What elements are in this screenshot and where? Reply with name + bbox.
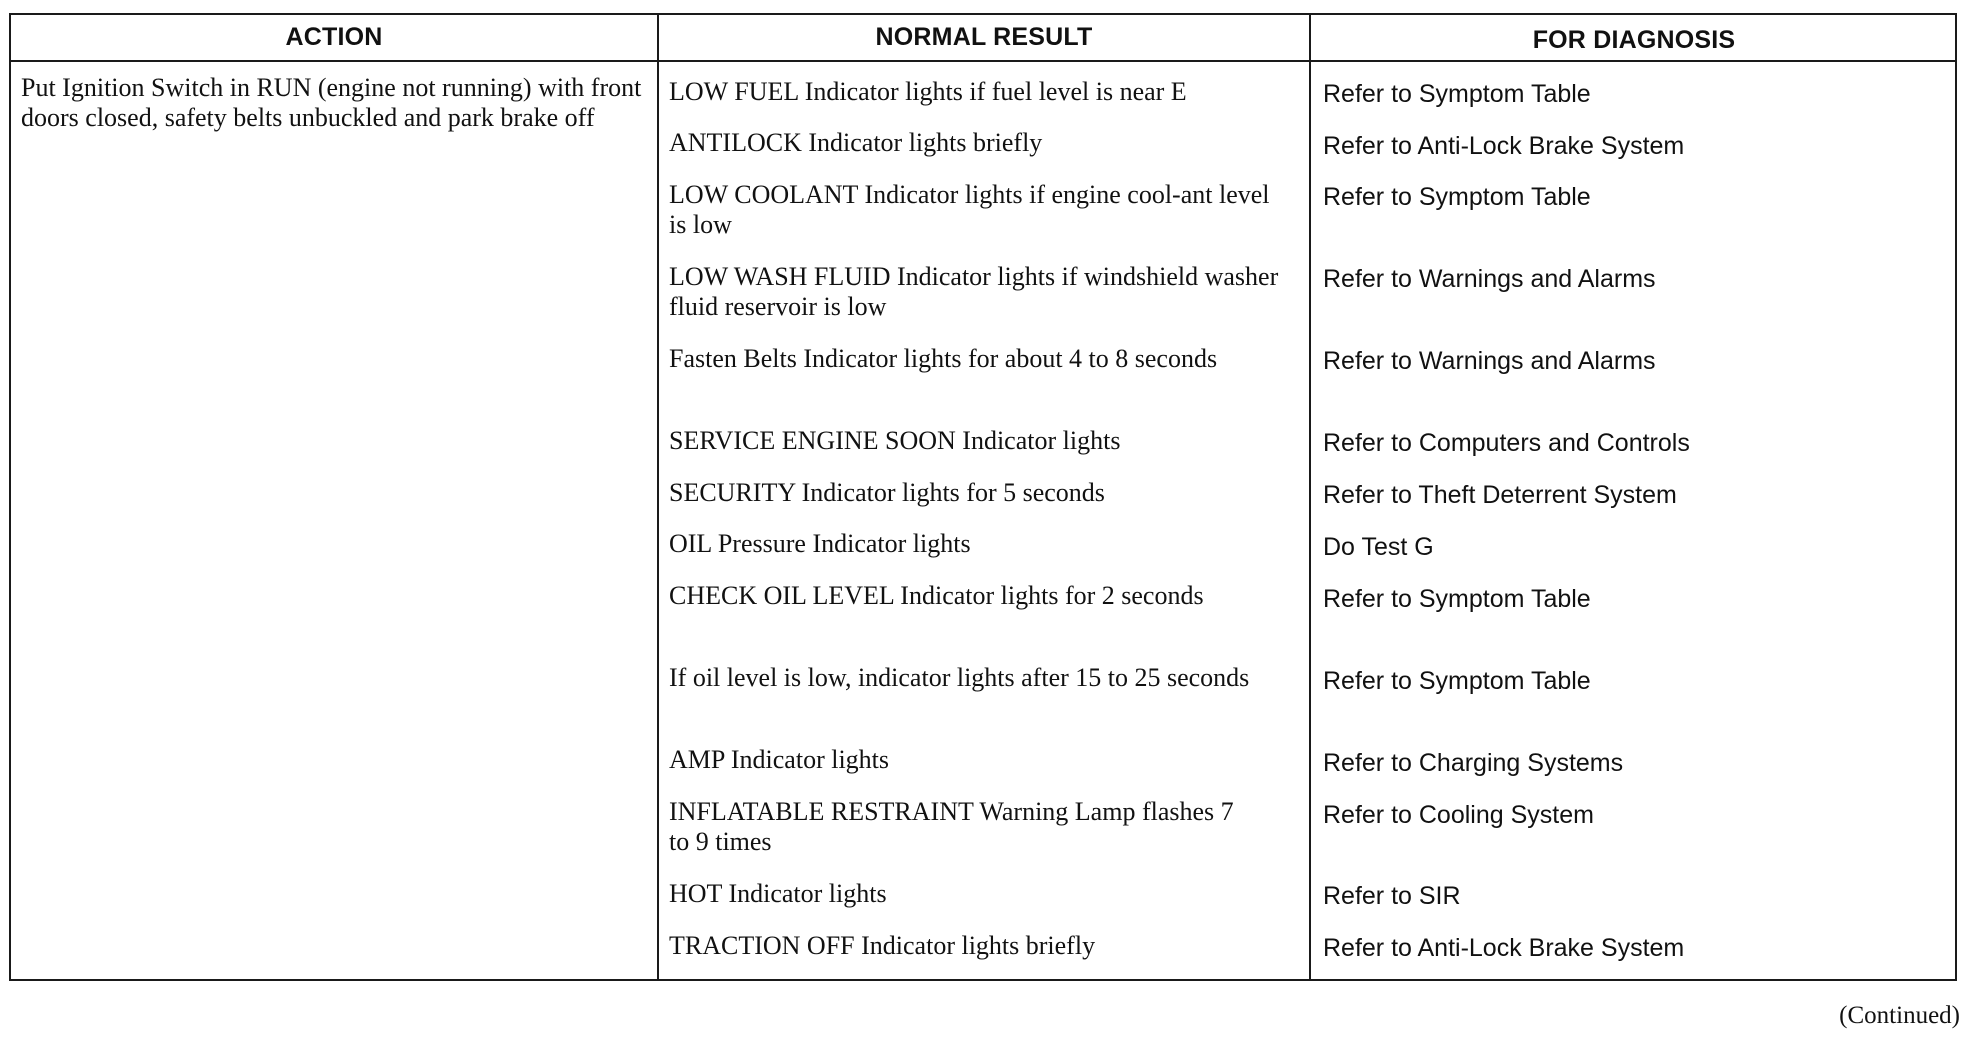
diagnosis-cell: Refer to Cooling System <box>1323 801 1594 829</box>
diagnosis-cell: Refer to Anti-Lock Brake System <box>1323 934 1685 962</box>
diagnosis-cell: Refer to Theft Deterrent System <box>1323 481 1677 509</box>
result-cell: OIL Pressure Indicator lights <box>669 529 971 558</box>
diagnosis-cell: Refer to Symptom Table <box>1323 667 1591 695</box>
header-action: ACTION <box>285 23 383 51</box>
result-cell: LOW COOLANT Indicator lights if engine cool-ant level is low <box>669 180 1270 239</box>
diagnosis-cell: Refer to Symptom Table <box>1323 183 1591 211</box>
diagnosis-cell: Refer to Warnings and Alarms <box>1323 347 1656 375</box>
action-cell-text: Put Ignition Switch in RUN (engine not running) with front doors closed, safety belts unbuckled and park brake off <box>21 73 642 132</box>
table-header-row <box>11 15 1955 62</box>
diagnosis-cell: Refer to Charging Systems <box>1323 749 1624 777</box>
diagnosis-cell: Refer to Symptom Table <box>1323 585 1591 613</box>
diagnosis-table <box>9 13 1957 981</box>
result-cell: Fasten Belts Indicator lights for about 4 to 8 seconds <box>669 344 1218 373</box>
result-cell: HOT Indicator lights <box>669 879 887 908</box>
diagnosis-cell: Refer to Warnings and Alarms <box>1323 265 1656 293</box>
diagnosis-cell: Refer to Anti-Lock Brake System <box>1323 132 1685 160</box>
result-cell: INFLATABLE RESTRAINT Warning Lamp flashes 7 to 9 times <box>669 797 1234 856</box>
result-cell: LOW WASH FLUID Indicator lights if windshield washer fluid reservoir is low <box>669 262 1279 321</box>
result-cell: If oil level is low, indicator lights after 15 to 25 seconds <box>669 663 1250 692</box>
column-divider <box>657 15 659 979</box>
result-cell: LOW FUEL Indicator lights if fuel level is near E <box>669 77 1187 106</box>
result-cell: SECURITY Indicator lights for 5 seconds <box>669 478 1105 507</box>
result-cell: AMP Indicator lights <box>669 745 890 774</box>
diagnosis-cell: Refer to Computers and Controls <box>1323 429 1690 457</box>
diagnosis-cell: Refer to Symptom Table <box>1323 80 1591 108</box>
continued-note: (Continued) <box>1839 1002 1960 1029</box>
result-cell: CHECK OIL LEVEL Indicator lights for 2 seconds <box>669 581 1204 610</box>
header-normal-result: NORMAL RESULT <box>875 23 1093 51</box>
header-for-diagnosis: FOR DIAGNOSIS <box>1532 26 1736 54</box>
result-cell: ANTILOCK Indicator lights briefly <box>669 128 1043 157</box>
diagnosis-cell: Do Test G <box>1323 533 1434 561</box>
diagnosis-cell: Refer to SIR <box>1323 882 1461 910</box>
result-cell: SERVICE ENGINE SOON Indicator lights <box>669 426 1121 455</box>
result-cell: TRACTION OFF Indicator lights briefly <box>669 931 1096 960</box>
